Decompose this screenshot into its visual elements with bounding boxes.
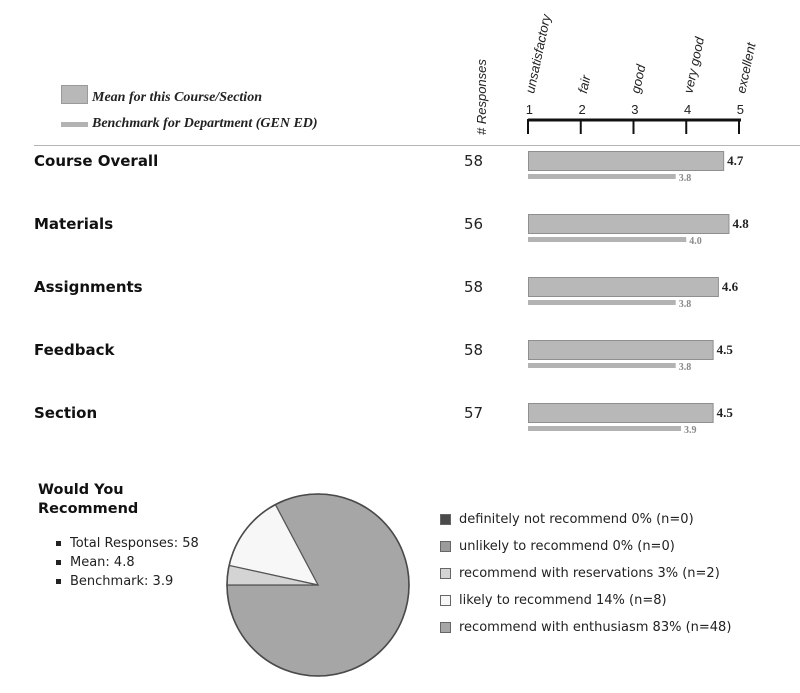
scale-tick-label-1: unsatisfactory: [522, 13, 554, 95]
scale-tick-number-4: 4: [684, 102, 692, 117]
pie-legend-label-5: recommend with enthusiasm 83% (n=48): [459, 620, 732, 635]
benchmark-bar-materials: [528, 237, 686, 242]
stat-mean: Mean: 4.8: [56, 553, 199, 572]
recommend-title: Would You Recommend: [38, 482, 139, 517]
benchmark-value-course-overall: 3.8: [678, 173, 692, 184]
pie-legend: [440, 506, 731, 641]
benchmark-value-assignments: 3.8: [678, 299, 692, 310]
scale-tick-number-5: 5: [736, 102, 744, 117]
benchmark-bar-feedback: [528, 363, 676, 368]
row-label-course-overall: Course Overall: [34, 152, 159, 170]
pie-legend-swatch-2: [440, 541, 451, 552]
legend-mean-label: Mean for this Course/Section: [92, 90, 262, 105]
pie-legend-item-5: [440, 614, 731, 641]
benchmark-value-feedback: 3.8: [678, 362, 692, 373]
mean-bar-course-overall: [529, 152, 724, 171]
mean-bar-materials: [529, 215, 729, 234]
pie-legend-label-4: likely to recommend 14% (n=8): [459, 593, 667, 608]
row-label-materials: Materials: [34, 215, 114, 233]
row-responses-section: 57: [464, 404, 484, 422]
pie-legend-swatch-1: [440, 514, 451, 525]
benchmark-bar-course-overall: [528, 174, 676, 179]
benchmark-bar-section: [528, 426, 681, 431]
stat-benchmark: Benchmark: 3.9: [56, 572, 199, 591]
pie-legend-swatch-5: [440, 622, 451, 633]
benchmark-bar-assignments: [528, 300, 676, 305]
pie-legend-label-2: unlikely to recommend 0% (n=0): [459, 539, 675, 554]
pie-legend-item-3: [440, 560, 731, 587]
mean-value-materials: 4.8: [732, 216, 749, 231]
pie-legend-item-4: [440, 587, 731, 614]
row-label-feedback: Feedback: [34, 341, 115, 359]
mean-value-course-overall: 4.7: [727, 153, 744, 168]
row-responses-assignments: 58: [464, 278, 484, 296]
mean-bar-feedback: [529, 341, 714, 360]
scale-tick-label-4: very good: [680, 35, 708, 95]
pie-legend-label-1: definitely not recommend 0% (n=0): [459, 512, 694, 527]
pie-legend-swatch-4: [440, 595, 451, 606]
scale-tick-number-1: 1: [525, 102, 533, 117]
recommend-pie-chart: [218, 489, 418, 689]
scale-tick-number-3: 3: [631, 102, 639, 117]
pie-legend-item-1: [440, 506, 731, 533]
pie-legend-swatch-3: [440, 568, 451, 579]
scale-tick-label-3: good: [627, 63, 649, 95]
mean-value-assignments: 4.6: [721, 279, 739, 294]
row-label-assignments: Assignments: [34, 278, 143, 296]
scale-tick-label-2: fair: [575, 73, 594, 95]
row-responses-course-overall: 58: [464, 152, 484, 170]
benchmark-value-section: 3.9: [683, 425, 697, 436]
mean-value-section: 4.5: [716, 405, 733, 420]
mean-value-feedback: 4.5: [716, 342, 733, 357]
row-responses-materials: 56: [464, 215, 484, 233]
row-responses-feedback: 58: [464, 341, 484, 359]
legend-benchmark-label: Benchmark for Department (GEN ED): [92, 116, 318, 131]
mean-bar-assignments: [529, 278, 719, 297]
row-label-section: Section: [34, 404, 98, 422]
recommend-stats: [56, 534, 199, 591]
responses-column-header: # Responses: [474, 59, 489, 135]
scale-tick-number-2: 2: [578, 102, 586, 117]
benchmark-value-materials: 4.0: [689, 236, 702, 247]
scale-tick-label-5: excellent: [733, 41, 759, 95]
pie-legend-item-2: [440, 533, 731, 560]
mean-bar-section: [529, 404, 714, 423]
stat-total-responses: Total Responses: 58: [56, 534, 199, 553]
pie-legend-label-3: recommend with reservations 3% (n=2): [459, 566, 720, 581]
